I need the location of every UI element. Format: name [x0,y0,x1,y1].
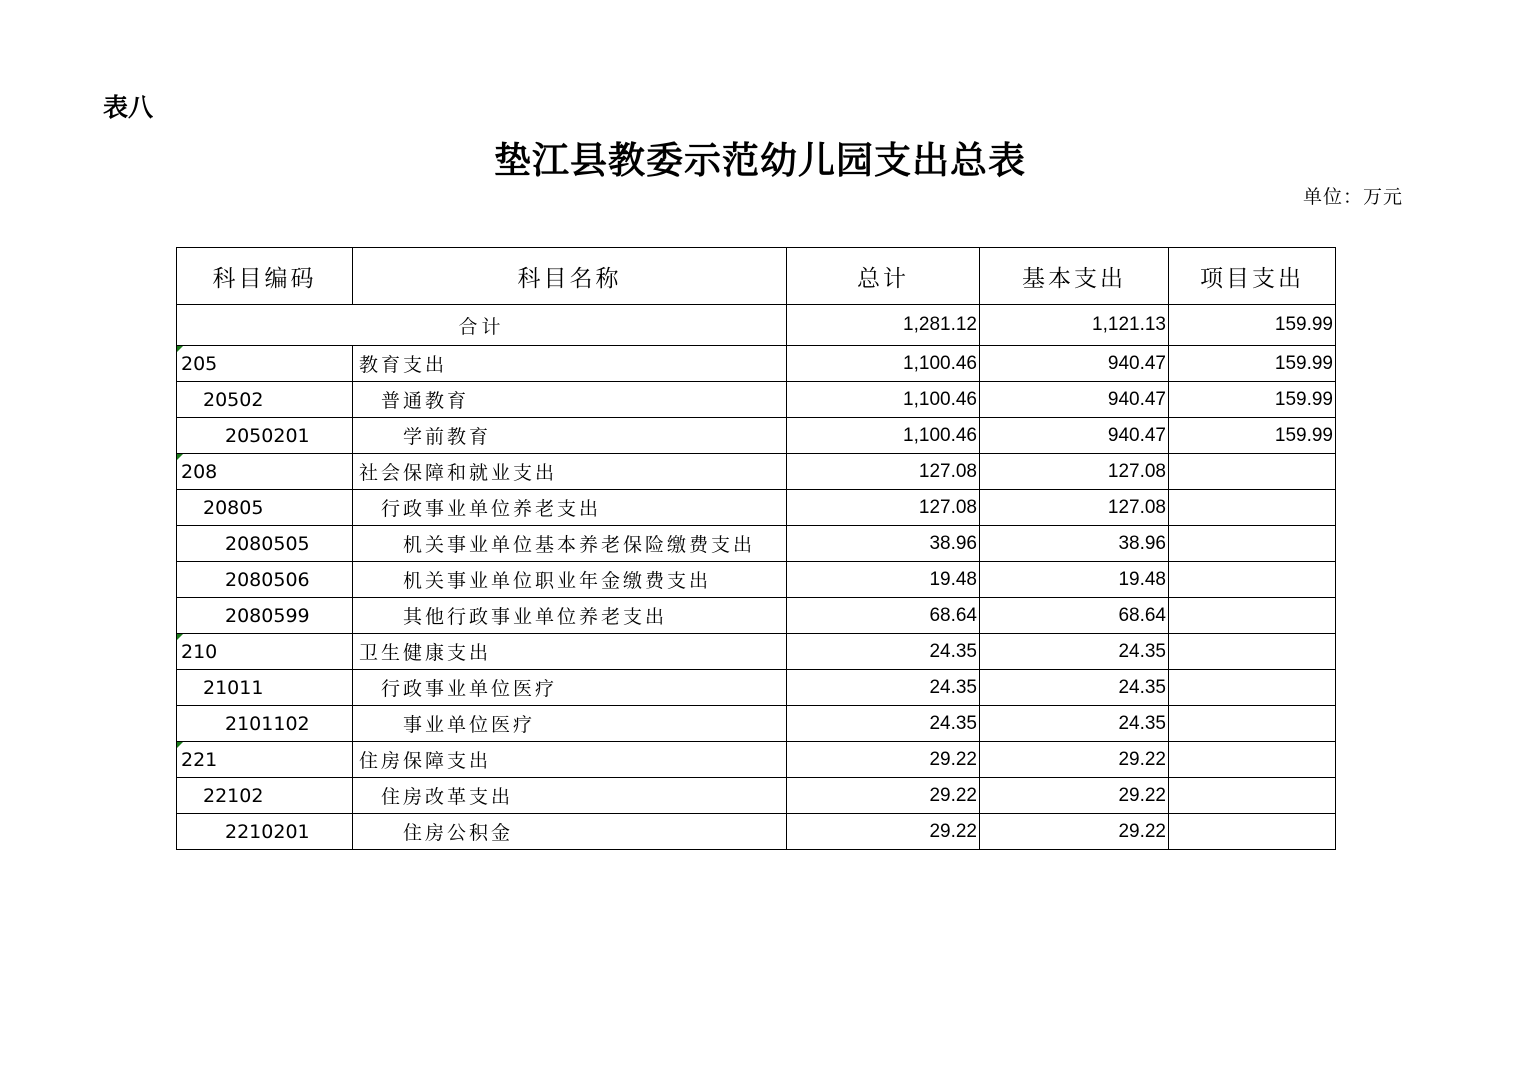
table-row [177,778,1336,814]
cell-code-text: 2080599 [225,604,310,627]
cell-code-text: 2210201 [225,820,310,843]
cell-total-text: 38.96 [929,532,977,554]
cell-code-text: 2080506 [225,568,310,591]
cell-project [1169,490,1336,526]
cell-marker-icon [177,454,183,460]
cell-total [787,742,980,778]
cell-name-text: 住房改革支出 [381,786,514,808]
cell-total [787,634,980,670]
header-row [177,248,1336,305]
cell-basic [980,814,1169,850]
cell-basic-text: 24.35 [1118,676,1166,698]
cell-project [1169,670,1336,706]
cell-basic-text: 940.47 [1107,388,1166,410]
cell-total-text: 24.35 [929,676,977,698]
cell-name [353,382,787,418]
cell-name-text: 卫生健康支出 [359,642,492,664]
unit-label: 单位：万元 [1303,186,1404,208]
cell-code-text: 2101102 [225,712,310,735]
cell-total-text: 68.64 [929,604,977,626]
cell-code [177,670,353,706]
cell-code [177,346,353,382]
cell-code [177,526,353,562]
cell-total [787,454,980,490]
cell-total [787,814,980,850]
cell-name-text: 事业单位医疗 [403,714,536,736]
cell-project [1169,454,1336,490]
cell-name [353,490,787,526]
cell-total [787,670,980,706]
cell-project [1169,742,1336,778]
document-title: 垫江县教委示范幼儿园支出总表 [494,138,1026,182]
cell-basic [980,454,1169,490]
cell-name-text: 其他行政事业单位养老支出 [403,606,668,628]
header-project: 项目支出 [1169,248,1336,305]
cell-total-text: 1,100.46 [903,424,977,446]
table-row [177,526,1336,562]
cell-name [353,454,787,490]
cell-code [177,706,353,742]
cell-code-text: 20805 [203,496,264,519]
cell-total [787,382,980,418]
cell-code [177,454,353,490]
cell-total [787,598,980,634]
cell-total-text: 1,100.46 [903,388,977,410]
cell-code [177,562,353,598]
cell-total-text: 29.22 [929,784,977,806]
total-basic: 1,121.13 [980,305,1169,346]
table-row [177,670,1336,706]
cell-total [787,490,980,526]
cell-code-text: 20502 [203,388,264,411]
cell-project [1169,526,1336,562]
cell-basic [980,598,1169,634]
cell-name [353,418,787,454]
cell-basic-text: 29.22 [1118,820,1166,842]
cell-project [1169,346,1336,382]
cell-basic [980,706,1169,742]
cell-code [177,634,353,670]
table-row [177,346,1336,382]
cell-code [177,814,353,850]
cell-total [787,418,980,454]
cell-name [353,670,787,706]
cell-basic-text: 24.35 [1118,712,1166,734]
cell-basic-text: 38.96 [1118,532,1166,554]
header-total: 总计 [787,248,980,305]
cell-basic [980,382,1169,418]
cell-marker-icon [177,346,183,352]
total-row [177,305,1336,346]
cell-total-text: 127.08 [918,460,977,482]
total-total: 1,281.12 [787,305,980,346]
cell-basic-text: 127.08 [1107,496,1166,518]
cell-project [1169,382,1336,418]
cell-project [1169,634,1336,670]
cell-project [1169,598,1336,634]
cell-code-text: 2050201 [225,424,310,447]
cell-total [787,706,980,742]
cell-name-text: 行政事业单位养老支出 [381,498,602,520]
header-name: 科目名称 [353,248,787,305]
cell-project [1169,706,1336,742]
cell-name-text: 社会保障和就业支出 [359,462,558,484]
cell-basic [980,634,1169,670]
cell-basic [980,778,1169,814]
table-row [177,634,1336,670]
table-row [177,706,1336,742]
cell-basic [980,490,1169,526]
cell-name [353,814,787,850]
cell-name [353,562,787,598]
cell-basic-text: 940.47 [1107,424,1166,446]
cell-code-text: 22102 [203,784,264,807]
cell-total-text: 24.35 [929,712,977,734]
cell-basic-text: 29.22 [1118,784,1166,806]
cell-name-text: 机关事业单位基本养老保险缴费支出 [403,534,756,556]
cell-code-text: 208 [181,460,218,483]
cell-code-text: 21011 [203,676,264,699]
cell-name-text: 普通教育 [381,390,470,412]
cell-name-text: 住房公积金 [403,822,514,844]
table-row [177,562,1336,598]
cell-code [177,598,353,634]
cell-total [787,778,980,814]
cell-total [787,562,980,598]
cell-basic [980,670,1169,706]
cell-basic-text: 29.22 [1118,748,1166,770]
total-project: 159.99 [1169,305,1336,346]
table-row [177,382,1336,418]
table-row [177,742,1336,778]
table-number: 表八 [103,93,154,122]
cell-project [1169,814,1336,850]
cell-code [177,382,353,418]
cell-name [353,598,787,634]
cell-code-text: 221 [181,748,218,771]
cell-basic [980,526,1169,562]
cell-marker-icon [177,634,183,640]
cell-basic-text: 940.47 [1107,352,1166,374]
cell-name [353,346,787,382]
cell-code [177,742,353,778]
cell-project [1169,562,1336,598]
cell-project [1169,418,1336,454]
cell-name [353,778,787,814]
cell-total-text: 127.08 [918,496,977,518]
cell-marker-icon [177,742,183,748]
cell-name-text: 住房保障支出 [359,750,492,772]
cell-project-text: 159.99 [1274,388,1333,410]
cell-name-text: 机关事业单位职业年金缴费支出 [403,570,712,592]
cell-name [353,706,787,742]
cell-code-text: 210 [181,640,218,663]
cell-total-text: 29.22 [929,748,977,770]
cell-total-text: 24.35 [929,640,977,662]
header-code: 科目编码 [177,248,353,305]
cell-basic-text: 24.35 [1118,640,1166,662]
table-row [177,490,1336,526]
total-label: 合计 [177,305,787,346]
cell-total-text: 29.22 [929,820,977,842]
cell-project-text: 159.99 [1274,424,1333,446]
table-row [177,814,1336,850]
table-row [177,454,1336,490]
cell-basic-text: 19.48 [1118,568,1166,590]
expenditure-table [176,247,1336,850]
cell-name [353,634,787,670]
cell-code [177,418,353,454]
cell-name-text: 学前教育 [403,426,492,448]
cell-project [1169,778,1336,814]
table-row [177,418,1336,454]
cell-name [353,742,787,778]
cell-total [787,346,980,382]
cell-total [787,526,980,562]
cell-basic-text: 127.08 [1107,460,1166,482]
cell-basic [980,742,1169,778]
cell-name-text: 教育支出 [359,354,448,376]
cell-basic [980,562,1169,598]
cell-code [177,490,353,526]
table-row [177,598,1336,634]
cell-name-text: 行政事业单位医疗 [381,678,558,700]
cell-code [177,778,353,814]
cell-name [353,526,787,562]
cell-total-text: 1,100.46 [903,352,977,374]
cell-total-text: 19.48 [929,568,977,590]
cell-basic [980,346,1169,382]
cell-basic [980,418,1169,454]
cell-code-text: 205 [181,352,218,375]
cell-project-text: 159.99 [1274,352,1333,374]
header-basic: 基本支出 [980,248,1169,305]
cell-code-text: 2080505 [225,532,310,555]
cell-basic-text: 68.64 [1118,604,1166,626]
